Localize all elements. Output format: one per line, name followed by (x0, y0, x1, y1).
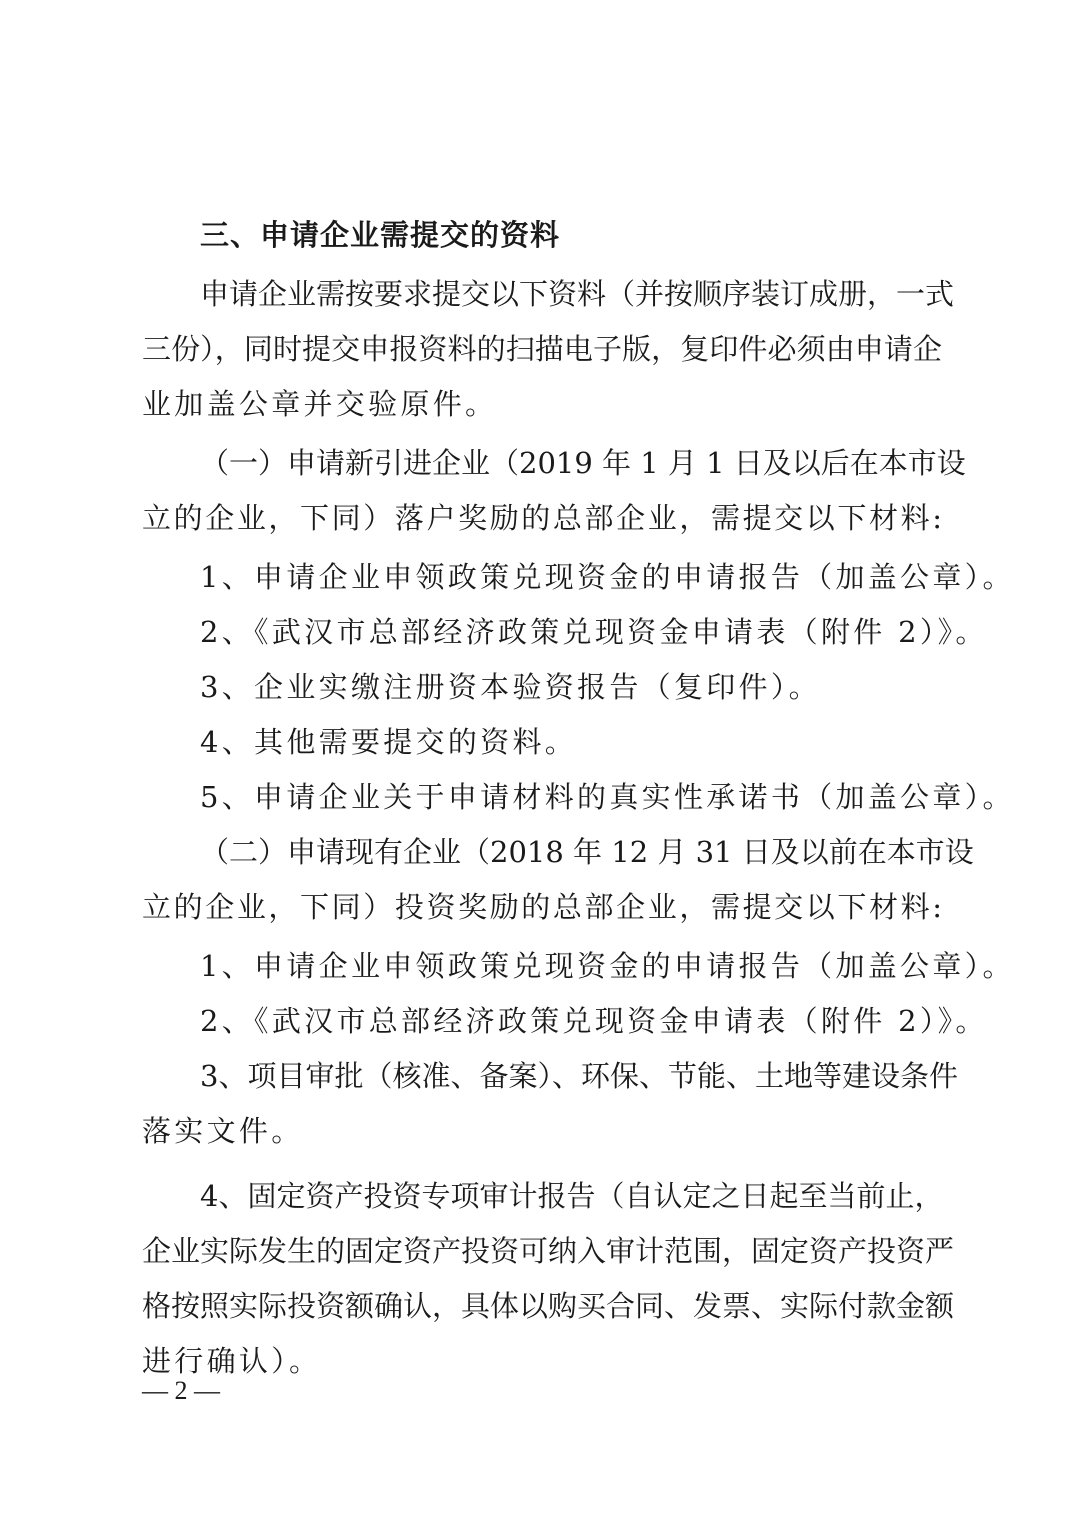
page-number: — 2 — (142, 1376, 220, 1405)
section2-item-3-line-1: 3、项目审批（核准、备案）、环保、节能、土地等建设条件 (200, 1059, 958, 1093)
section1-title-line-1: （一）申请新引进企业（2019 年 1 月 1 日及以后在本市设 (200, 446, 966, 480)
section2-item-4-line-1: 4、固定资产投资专项审计报告（自认定之日起至当前止， (200, 1179, 944, 1213)
section2-item-4-line-3: 格按照实际投资额确认，具体以购买合同、发票、实际付款金额 (142, 1289, 955, 1323)
document-body (142, 208, 1015, 1389)
section-heading: 三、申请企业需提交的资料 (200, 218, 561, 252)
section2-item-4-line-2: 企业实际发生的固定资产投资可纳入审计范围，固定资产投资严 (142, 1234, 955, 1268)
section1-item-3: 3、企业实缴注册资本验资报告（复印件）。 (200, 670, 821, 704)
intro-line-1: 申请企业需按要求提交以下资料（并按顺序装订成册，一式 (200, 277, 955, 311)
intro-line-3: 业加盖公章并交验原件。 (142, 387, 498, 421)
section1-item-1: 1、申请企业申领政策兑现资金的申请报告（加盖公章）。 (200, 560, 1015, 594)
section2-title-line-2: 立的企业，下同）投资奖励的总部企业，需提交以下材料: (142, 890, 942, 924)
intro-line-2: 三份），同时提交申报资料的扫描电子版，复印件必须由申请企 (142, 332, 942, 366)
section2-item-2: 2、《武汉市总部经济政策兑现资金申请表（附件 2）》。 (200, 1004, 988, 1038)
section2-item-3-line-2: 落实文件。 (142, 1114, 304, 1148)
section1-item-4: 4、其他需要提交的资料。 (200, 725, 578, 759)
section1-item-5: 5、申请企业关于申请材料的真实性承诺书（加盖公章）。 (200, 780, 1015, 814)
section1-item-2: 2、《武汉市总部经济政策兑现资金申请表（附件 2）》。 (200, 615, 988, 649)
section2-item-1: 1、申请企业申领政策兑现资金的申请报告（加盖公章）。 (200, 949, 1015, 983)
section2-title-line-1: （二）申请现有企业（2018 年 12 月 31 日及以前在本市设 (200, 835, 974, 869)
section1-title-line-2: 立的企业，下同）落户奖励的总部企业，需提交以下材料: (142, 501, 942, 535)
section2-item-4-line-4: 进行确认）。 (142, 1344, 322, 1378)
